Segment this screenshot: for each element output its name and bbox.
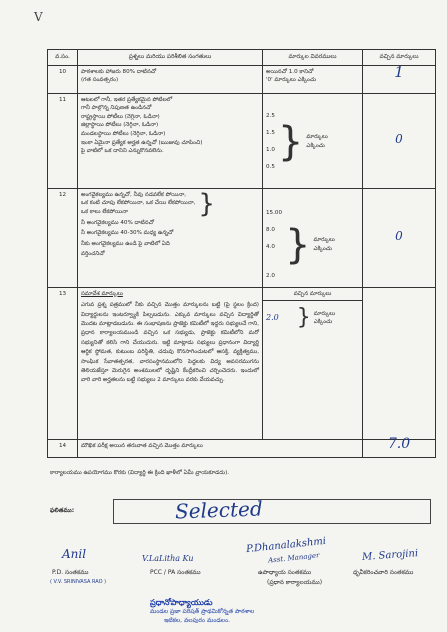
table-row: [48, 93, 436, 188]
aux-label: ఉపాధ్యాయ సంతకము: [258, 569, 312, 576]
table-row: [48, 439, 436, 457]
pd-name: ( V.V. SRINIVASA RAO ): [50, 579, 107, 585]
curly-brace-icon: }: [277, 118, 304, 165]
question-line: నీ అంగవైకల్యము 40% దాటినచో: [81, 219, 154, 226]
row-number: 10: [48, 65, 78, 93]
question-line: అంగవైకల్యము ఉన్నచో, నీవు నడవలేక పోయినా,: [81, 191, 187, 198]
marks-label-1: మార్కులు: [313, 310, 336, 317]
question-line: ఇంకా ఏమైనా ప్రత్యేక అర్హత ఉన్నచో (ఋజువు చూపించి): [81, 139, 203, 146]
marks-label-1: మార్కులు: [306, 134, 328, 140]
question-cell: [78, 287, 263, 439]
curly-brace-icon: }: [198, 188, 215, 219]
hm-label: ధృవీకరించవారి సంతకము: [353, 569, 414, 576]
result-label: ఫలితము:: [50, 507, 75, 514]
total-marks: 7.0: [387, 435, 411, 452]
pd-label: P.D. సంతకము: [52, 569, 89, 576]
stamp-line: ఇటికల, వలపురం మండలం.: [164, 617, 231, 624]
question-lines: [81, 191, 195, 217]
header-marks-detail: మార్కుల వివరములు: [263, 50, 363, 66]
result-box: [113, 499, 431, 524]
interview-paragraph: ఎగువ ప్రశ్న పత్రములో నీకు వచ్చిన మొత్తం మార్కులను బట్టి (పై స్థలం క్రింద) విద్యార్థులను ఇంటర్వ్యూకి పిల్చబడును. ఎక్కువ మార్కులు వచ్చిన విద్యార్థితో మొదట మాట్లాడబడును. ఈ సంభాషణను ప్రాజెక్టు కమిటీలో ఇద్దరు సభ్యులచే గాని, ప్రధాన కార్యాలయముండి వచ్చిన ఒక సభ్యుడు, ప్రాజెక్టు కమిటీలోని మరో సభ్యునితో కలిసి గాని చేయుదురు. ఇట్టి మాట్లాడు సభ్యులు ప్రధానంగా విద్యార్థి ఆర్థిక స్థోమత, కుటుంబ పరిస్థితి, చదువు కొనసాగించుటలో ఆసక్తి, వ్యక్తిత్వము, సాంఘిక సేవాతత్పరత, వారసంస్థానములోని పెద్దలకు విద్య అవసరముగను తెలియజేస్తూ మెరుగైన అంశములలో దృష్టిని కేంద్రీకరించి చర్చించెదరు. ఇందులో వారి వారి అర్హతలను బట్టి సభ్యులు 2 మార్కులు వరకు వేయవచ్చు.: [81, 302, 259, 384]
marks-label-1: మార్కులు: [313, 237, 335, 243]
marks-detail-cell: [263, 287, 363, 439]
table-row: [48, 65, 436, 93]
interview-title: సమావేశ మార్కులు: [81, 290, 123, 297]
question-line: ఆటలలో గానీ, ఇతర ప్రత్యేకమైన పోటిలలో: [81, 96, 173, 103]
total-cell: [363, 435, 436, 457]
question-line: రాష్ట్రస్థాయి పోటీలు (నెగ్గినా, ఓడినా): [81, 113, 160, 120]
header-obtained: వచ్చిన మార్కులు: [363, 50, 436, 66]
marks-table: [47, 49, 436, 458]
obtained-cell: [363, 62, 436, 93]
question-line: పాఠశాలకు హాజరు 80% దాటినచో: [81, 68, 157, 75]
table-row: [48, 287, 436, 439]
obtained-mark: 1: [394, 62, 404, 81]
marks-note: '0' మార్కులు ఎక్కించు: [266, 77, 317, 84]
pcc-label: PCC / PA సంతకము: [150, 569, 201, 576]
mark-value: 15.00: [266, 209, 283, 216]
obtained-mark: 0: [395, 131, 403, 146]
obtained-mark: 0: [395, 228, 403, 243]
result-value: Selected: [174, 496, 264, 524]
marks-label: [306, 133, 327, 150]
question-line: పై వాటిలో ఒక దానిని ఎన్నుకొనవలెను.: [81, 148, 164, 155]
total-label-cell: [78, 439, 363, 457]
question-cell: [78, 65, 263, 93]
row-number: 11: [48, 93, 78, 188]
question-block: [81, 188, 259, 219]
marks-detail-cell: [263, 65, 363, 93]
pd-signature: Anil: [62, 547, 87, 561]
mark-value: 2.5: [266, 112, 275, 119]
question-line: గానీ పాల్గొన్న నిపుణత ఉండినచో: [81, 105, 152, 112]
mark-value: 1.5: [266, 129, 275, 136]
question-line: నీకు అంగవైకల్యము ఉండి పై వాటిలో ఏది: [81, 240, 170, 247]
marks-label: [314, 310, 335, 327]
mark-value: 2.0: [266, 312, 279, 322]
marks-note: అయినచో 1.0 కానిచో: [266, 68, 314, 75]
total-label: మౌఖిక పరీక్ష అయిన తరువాత వచ్చిన మొత్తం మార్కులు: [81, 442, 203, 449]
school-stamp: [150, 598, 254, 625]
aux-signature: P.Dhanalakshmi: [245, 535, 327, 556]
pcc-signature: V.LaLitha Ku: [142, 554, 194, 563]
marks-label-2: ఎక్కించు: [313, 319, 333, 326]
question-cell: [78, 93, 263, 188]
hm-signature: M. Sarojini: [361, 548, 419, 563]
mark-value: 0.5: [266, 163, 275, 170]
obtained-cell: [363, 287, 436, 439]
office-use-note: కార్యాలయము ఉపయోగము కొరకు (విద్యార్థి ఈ క్రింది ఖాళీలో ఏమీ వ్రాయకూడదు).: [50, 470, 230, 476]
interview-marks-header: వచ్చిన మార్కులు: [263, 288, 362, 302]
question-line: ఒక కాలు లేకపోయినా: [81, 208, 128, 215]
marks-group: [266, 108, 359, 176]
header-sno: వ.సం.: [48, 50, 78, 66]
question-line: మండలస్థాయి పోటీలు (నెగ్గినా, ఓడినా): [81, 130, 166, 137]
question-line: జిల్లాస్థాయి పోటీలు (నెగ్గినా, ఓడినా): [81, 122, 159, 129]
obtained-cell: [363, 188, 436, 287]
row-number: 13: [48, 287, 78, 439]
question-line: నీ అంగవైకల్యము 40-30% మధ్య ఉన్నచో: [81, 230, 174, 237]
mark-value: 4.0: [266, 243, 275, 250]
obtained-cell: [363, 93, 436, 188]
marks-values: [266, 108, 275, 176]
aux-sub-label: (ప్రధాన కార్యాలయము): [267, 579, 323, 586]
table-row: [48, 188, 436, 287]
mark-value: 2.0: [266, 272, 275, 279]
row-number: 12: [48, 188, 78, 287]
stamp-line: మండల ప్రజా పరిషత్ ప్రాథమికోన్నత పాఠశాల: [150, 608, 255, 615]
marks-label: [313, 236, 334, 253]
question-line: (గత సంవత్సరం): [81, 77, 119, 84]
corner-mark: V: [34, 10, 43, 24]
marks-label-2: ఎక్కించు: [306, 142, 325, 149]
marks-group: [266, 205, 359, 285]
table-header-row: [48, 50, 436, 66]
marks-group: [263, 307, 362, 329]
header-question: ప్రశ్నలు మరియు పరిశీలిత సంగతులు: [78, 50, 263, 66]
row-number: 14: [48, 439, 78, 457]
marks-values: [266, 205, 282, 285]
marks-label-2: ఎక్కించు: [313, 245, 332, 252]
stamp-line: ప్రధానోపాధ్యాయుడు: [150, 598, 213, 607]
question-line: వర్తించనిచో: [81, 251, 105, 258]
aux-signature-title: Asst. Manager: [267, 551, 320, 565]
question-cell: [78, 188, 263, 287]
question-line: ఒక కంటి చూపు లేకపోయినా, ఒక చేయి లేకపోయినా,: [81, 200, 196, 207]
mark-value: 8.0: [266, 226, 275, 233]
curly-brace-icon: }: [285, 221, 311, 268]
mark-value: 1.0: [266, 146, 275, 153]
marks-detail-cell: [263, 188, 363, 287]
marks-detail-cell: [263, 93, 363, 188]
curly-brace-icon: }: [296, 305, 311, 331]
